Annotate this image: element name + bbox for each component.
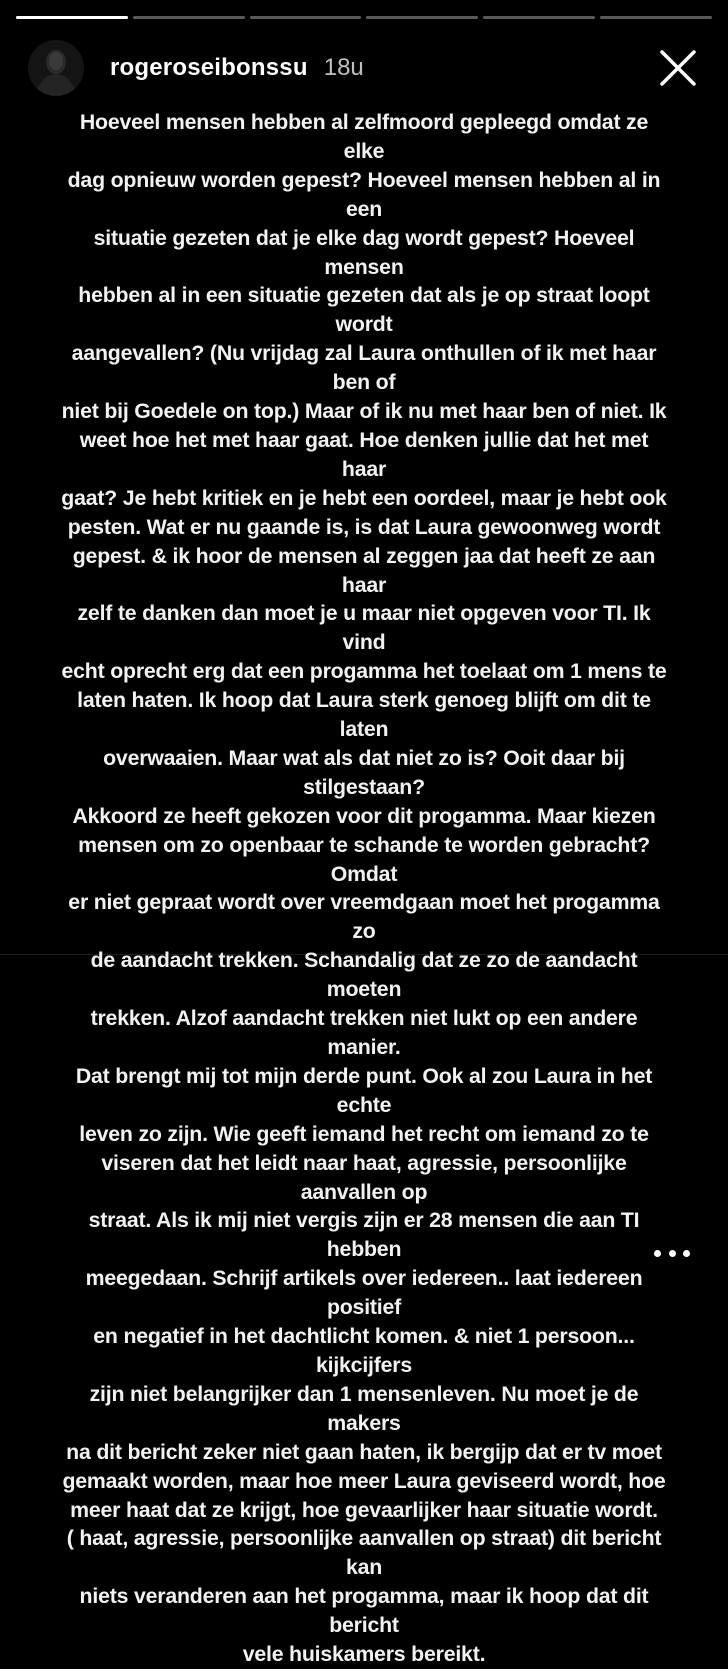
progress-segment [483, 16, 595, 19]
story-text: Hoeveel mensen hebben al zelfmoord gepleegd omdat ze elke dag opnieuw worden gepest? Hoeveel mensen hebben al in een situatie gezeten dat je elke dag wordt gepest? Hoeveel mensen hebben al in een situatie gezeten dat als je op straat loopt wordt aangevallen? (Nu vrijdag zal Laura onthullen of ik met haar ben of niet bij Goedele on top.) Maar of ik nu met haar ben of niet. Ik weet hoe het met haar gaat. Hoe denken jullie dat het met haar gaat? Je hebt kritiek en je hebt een oordeel, maar je hebt ook pesten. Wat er nu gaande is, is dat Laura gewoonweg wordt gepest. & ik hoor de mensen al zeggen jaa dat heeft ze aan haar zelf te danken dan moet je u maar niet opgeven voor TI. Ik vind echt oprecht erg dat een progamma het toelaat om 1 mens te laten haten. Ik hoop dat Laura sterk genoeg blijft om dit te laten overwaaien. Maar wat als dat niet zo is? Ooit daar bij stilgestaan? Akkoord ze heeft gekozen voor dit progamma. Maar kiezen mensen om zo openbaar te schande te worden gebracht? Omdat er niet gepraat wordt over vreemdgaan moet het progamma zo de aandacht trekken. Schandalig dat ze zo de aandacht moeten trekken. Alzof aandacht trekken niet lukt op een andere manier. Dat brengt mij tot mijn derde punt. Ook al zou Laura in het echte leven zo zijn. Wie geeft iemand het recht om iemand zo te viseren dat het leidt naar haat, agressie, persoonlijke aanvallen op straat. Als ik mij niet vergis zijn er 28 mensen die aan TI hebben meegedaan. Schrijf artikels over iedereen.. laat iedereen positief en negatief in het dachtlicht komen. & niet 1 persoon... kijkcijfers zijn niet belangrijker dan 1 mensenleven. Nu moet je de makers na dit bericht zeker niet gaan haten, ik bergijp dat er tv moet gemaakt worden, maar hoe meer Laura geviseerd wordt, hoe meer haat dat ze krijgt, hoe gevaarlijker haar situatie wordt. ( haat, agressie, persoonlijke aanvallen op straat) dit bericht kan niets veranderen aan het progamma, maar ik hoop dat dit bericht vele huiskamers bereikt. [61, 110, 667, 1667]
progress-segment [133, 16, 245, 19]
more-options-icon [669, 1250, 676, 1257]
progress-segment [16, 16, 128, 19]
progress-segment-fill [16, 16, 128, 19]
username[interactable]: rogeroseibonssu [110, 54, 308, 81]
progress-segment [250, 16, 362, 19]
progress-segment [366, 16, 478, 19]
close-icon [656, 46, 700, 90]
close-button[interactable] [656, 46, 700, 90]
timestamp: 18u [323, 54, 364, 81]
more-options-icon [683, 1250, 690, 1257]
avatar[interactable] [28, 40, 84, 96]
progress-segment [600, 16, 712, 19]
more-options-icon [654, 1250, 661, 1257]
more-options-button[interactable] [654, 1247, 690, 1259]
avatar-image [28, 40, 84, 96]
story-progress-bar [16, 16, 712, 19]
story-header [28, 36, 700, 100]
